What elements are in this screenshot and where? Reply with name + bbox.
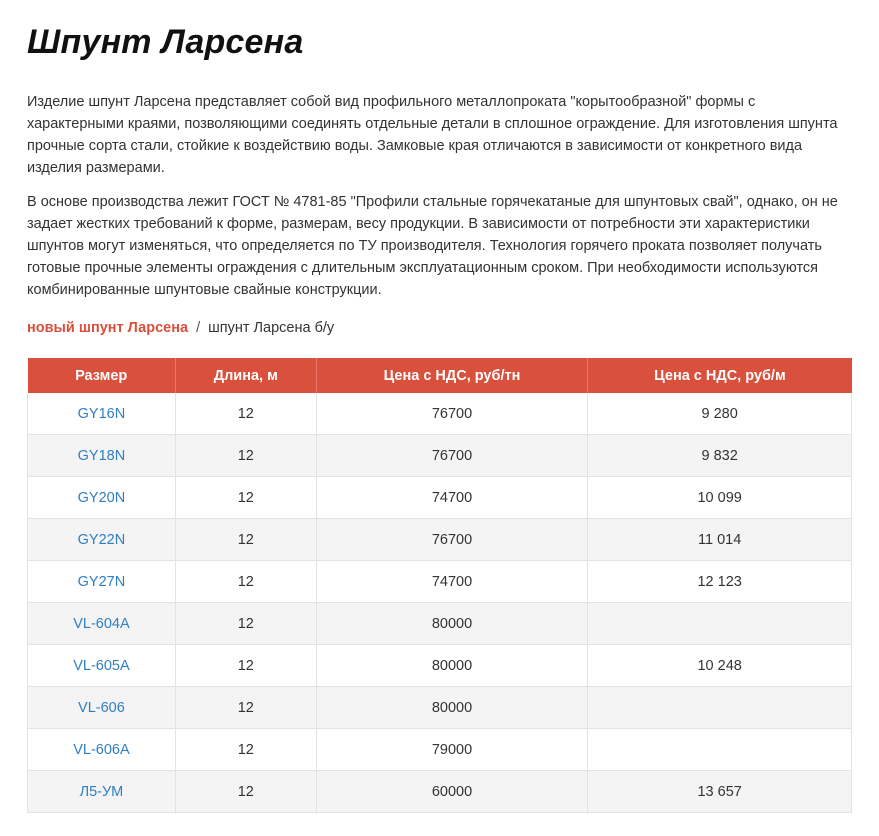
cell-price-per-ton: 76700 — [316, 435, 588, 477]
cell-price-per-meter: 10 248 — [588, 645, 852, 687]
column-header-size: Размер — [28, 358, 176, 393]
table-row — [28, 519, 852, 561]
cell-size — [28, 393, 176, 435]
price-table-body — [28, 393, 852, 813]
size-link[interactable]: Л5-УМ — [79, 783, 124, 800]
cell-length: 12 — [175, 645, 316, 687]
cell-size — [28, 729, 176, 771]
price-table — [27, 358, 852, 813]
cell-size — [28, 477, 176, 519]
tab-new-larsen[interactable]: новый шпунт Ларсена — [27, 320, 189, 336]
cell-price-per-ton: 79000 — [316, 729, 588, 771]
cell-length: 12 — [175, 477, 316, 519]
size-link[interactable]: GY22N — [77, 531, 126, 548]
cell-price-per-meter: 11 014 — [588, 519, 852, 561]
column-header-length: Длина, м — [175, 358, 316, 393]
content-area — [27, 0, 852, 813]
cell-size — [28, 687, 176, 729]
cell-size — [28, 771, 176, 813]
cell-price-per-ton: 80000 — [316, 645, 588, 687]
cell-price-per-meter — [588, 729, 852, 771]
cell-price-per-meter — [588, 687, 852, 729]
size-link[interactable]: VL-605A — [73, 657, 130, 674]
cell-price-per-meter: 12 123 — [588, 561, 852, 603]
cell-length: 12 — [175, 603, 316, 645]
table-row — [28, 603, 852, 645]
tab-separator: / — [196, 320, 201, 336]
product-tabs — [27, 317, 852, 339]
cell-length: 12 — [175, 771, 316, 813]
size-link[interactable]: GY27N — [77, 573, 126, 590]
cell-price-per-meter — [588, 603, 852, 645]
table-row — [28, 393, 852, 435]
cell-price-per-ton: 76700 — [316, 393, 588, 435]
cell-length: 12 — [175, 393, 316, 435]
gost-paragraph: В основе производства лежит ГОСТ № 4781-85 "Профили стальные горячекатаные для шпунтовых свай", однако, он не задает жестких требований к форме, размерам, весу продукции. В зависимости от потребности эти характеристики шпунтов могут изменяться, что определяется по ТУ производителя. Технология горячего проката позволяет получать готовые прочные элементы ограждения с длительным эксплуатационным сроком. При необходимости используются комбинированные шпунтовые свайные конструкции. — [27, 194, 838, 298]
size-link[interactable]: GY16N — [77, 405, 126, 422]
cell-size — [28, 435, 176, 477]
cell-length: 12 — [175, 729, 316, 771]
cell-size — [28, 519, 176, 561]
cell-price-per-meter: 9 280 — [588, 393, 852, 435]
cell-price-per-ton: 80000 — [316, 603, 588, 645]
cell-length: 12 — [175, 561, 316, 603]
size-link[interactable]: VL-604A — [73, 615, 130, 632]
cell-length: 12 — [175, 687, 316, 729]
size-link[interactable]: VL-606A — [73, 741, 130, 758]
size-link[interactable]: GY20N — [77, 489, 126, 506]
table-row — [28, 561, 852, 603]
table-row — [28, 435, 852, 477]
tab-used-larsen[interactable]: шпунт Ларсена б/у — [208, 320, 335, 336]
cell-price-per-ton: 80000 — [316, 687, 588, 729]
table-row — [28, 687, 852, 729]
cell-price-per-meter: 13 657 — [588, 771, 852, 813]
table-row — [28, 645, 852, 687]
column-header-price-per-ton: Цена с НДС, руб/тн — [316, 358, 588, 393]
cell-length: 12 — [175, 435, 316, 477]
cell-size — [28, 645, 176, 687]
size-link[interactable]: VL-606 — [78, 699, 125, 716]
size-link[interactable]: GY18N — [77, 447, 126, 464]
table-row — [28, 729, 852, 771]
column-header-price-per-meter: Цена с НДС, руб/м — [588, 358, 852, 393]
table-row — [28, 477, 852, 519]
cell-length: 12 — [175, 519, 316, 561]
cell-price-per-ton: 76700 — [316, 519, 588, 561]
description-paragraph: Изделие шпунт Ларсена представляет собой вид профильного металлопроката "корытообразной" формы с характерными краями, позволяющими соединять отдельные детали в сплошное ограждение. Для изготовления шпунта прочные сорта стали, стойкие к воздействию воды. Замковые края отличаются в зависимости от конкретного вида изделия размерами. — [27, 94, 838, 176]
cell-price-per-meter: 10 099 — [588, 477, 852, 519]
table-header-row — [28, 358, 852, 393]
cell-price-per-meter: 9 832 — [588, 435, 852, 477]
cell-size — [28, 561, 176, 603]
cell-price-per-ton: 74700 — [316, 561, 588, 603]
page-title: Шпунт Ларсена — [27, 23, 304, 61]
cell-price-per-ton: 60000 — [316, 771, 588, 813]
cell-size — [28, 603, 176, 645]
table-row — [28, 771, 852, 813]
cell-price-per-ton: 74700 — [316, 477, 588, 519]
